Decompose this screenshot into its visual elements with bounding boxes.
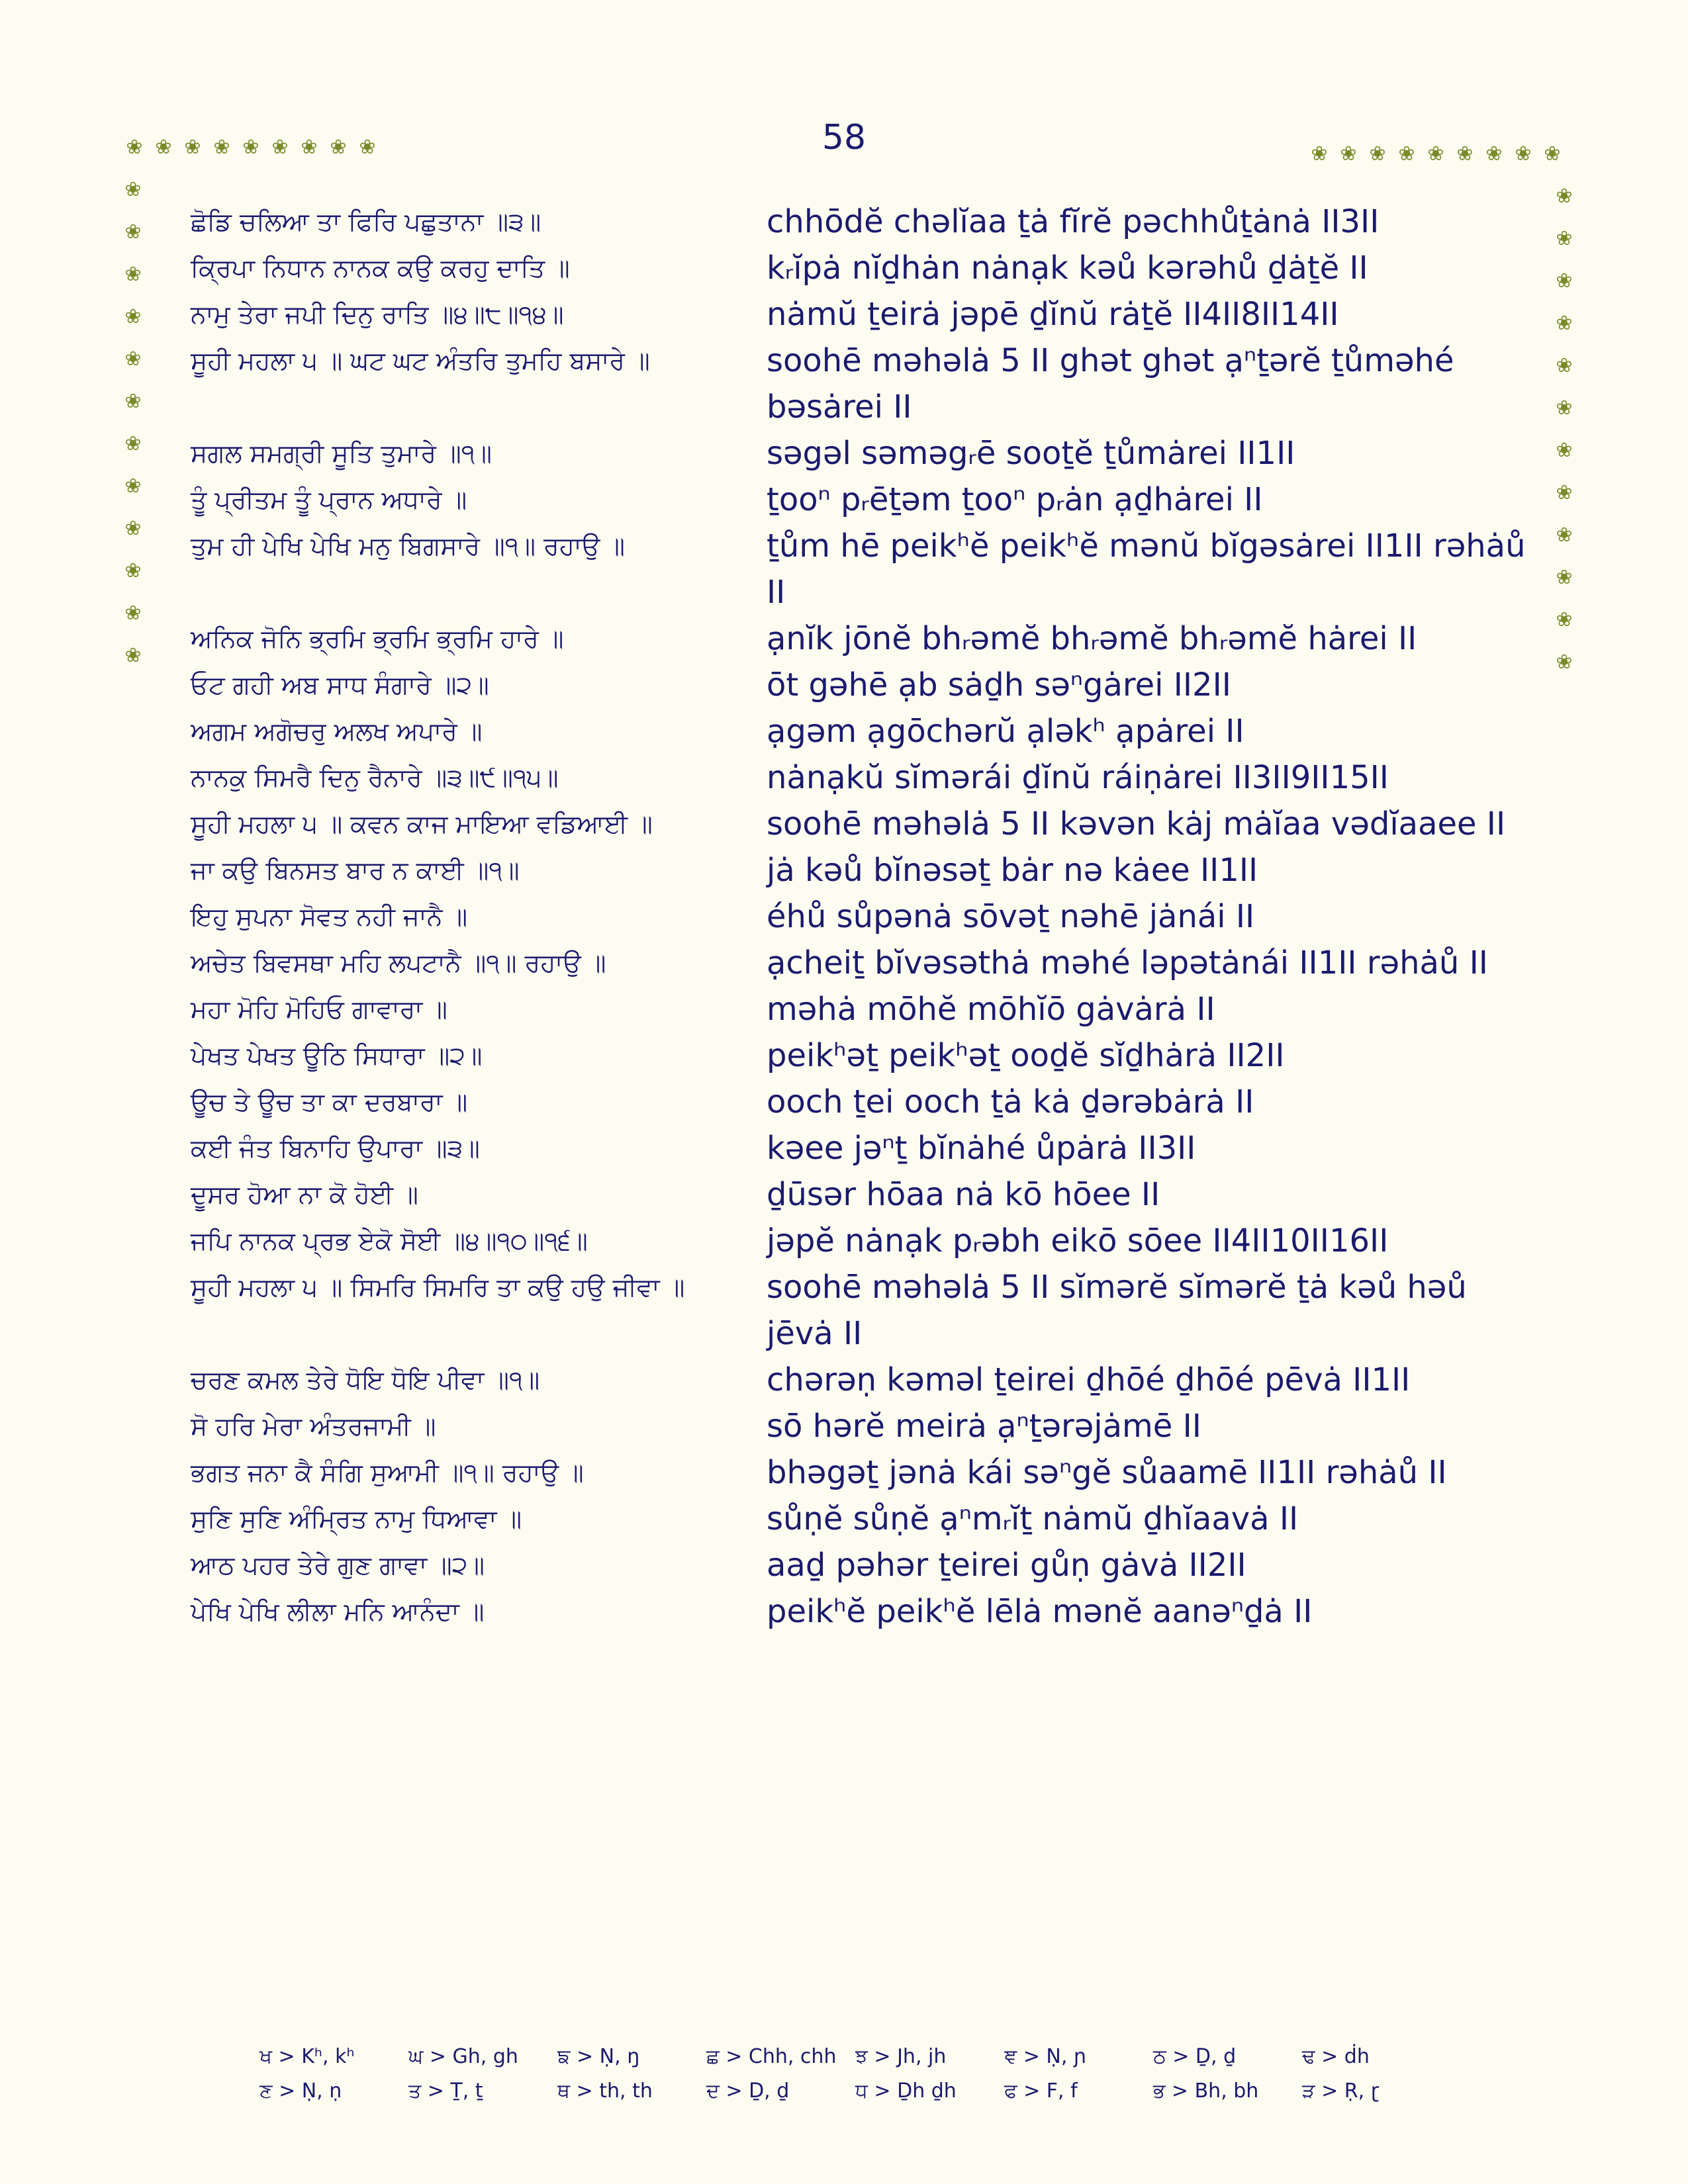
verse-line — [191, 1496, 1554, 1542]
transliteration-text: soohē məhəlȧ 5 II sĭmərĕ sĭmərĕ ṯȧ kəů həů jēvȧ II — [767, 1269, 1467, 1352]
verse-line — [191, 1357, 1554, 1403]
legend-item: ਢ > ḋh — [1302, 2045, 1370, 2068]
flower-ornament-icon: ❀ — [1456, 142, 1474, 165]
gurmukhi-text: ਸੂਹੀ ਮਹਲਾ ੫ ॥ ਸਿਮਰਿ ਸਿਮਰਿ ਤਾ ਕਉ ਹਉ ਜੀਵਾ ॥ — [191, 1273, 685, 1302]
legend-item: ਭ > Bh, bh — [1153, 2079, 1259, 2103]
flower-ornament-icon: ❀ — [124, 263, 142, 286]
transliteration-text: sůṇĕ sůṇĕ ạⁿmᵣĭṯ nȧmŭ ḏhĭaavȧ II — [767, 1500, 1299, 1537]
gurmukhi-text: ਸੋ ਹਰਿ ਮੇਰਾ ਅੰਤਰਜਾਮੀ ॥ — [191, 1412, 436, 1441]
verse-line — [191, 1125, 1554, 1171]
verse-line — [191, 847, 1554, 893]
flower-ornament-icon: ❀ — [1485, 142, 1503, 165]
gurmukhi-text: ਨਾਨਕੁ ਸਿਮਰੈ ਦਿਨੁ ਰੈਨਾਰੇ ॥੩॥੯॥੧੫॥ — [191, 763, 559, 792]
verse-line — [191, 1588, 1554, 1635]
verse-line — [191, 615, 1554, 662]
transliteration-text: chərəṇ kəməl ṯeirei ḏhōé ḏhōé pēvȧ II1II — [767, 1361, 1411, 1398]
page-number: 58 — [821, 118, 867, 158]
flower-ornament-icon: ❀ — [124, 559, 142, 582]
transliteration-text: nȧmŭ ṯeirȧ jəpē ḏĭnŭ rȧṯĕ II4II8II14II — [767, 296, 1339, 333]
flower-ornament-icon: ❀ — [124, 390, 142, 413]
flower-ornament-icon: ❀ — [271, 136, 289, 159]
gurmukhi-text: ਸੁਣਿ ਸੁਣਿ ਅੰਮ੍ਰਿਤ ਨਾਮੁ ਧਿਆਵਾ ॥ — [191, 1504, 522, 1533]
transliteration-text: ṯooⁿ pᵣēṯəm ṯooⁿ pᵣȧn ạḏhȧrei II — [767, 481, 1263, 518]
gurmukhi-text: ਅਚੇਤ ਬਿਵਸਥਾ ਮਹਿ ਲਪਟਾਨੈ ॥੧॥ ਰਹਾਉ ॥ — [191, 948, 606, 978]
legend-item: ਘ > Gh, gh — [408, 2045, 518, 2068]
flower-ornament-icon: ❀ — [1398, 142, 1415, 165]
flower-ornament-icon: ❀ — [124, 432, 142, 455]
transliteration-text: ạgəm ạgōchərŭ ạləkʰ ạpȧrei II — [767, 713, 1244, 750]
transliteration-text: bhəgəṯ jənȧ kái səⁿgĕ sůaamē II1II rəhȧů II — [767, 1454, 1447, 1491]
verse-line — [191, 199, 1554, 245]
flower-ornament-icon: ❀ — [1556, 269, 1573, 293]
legend-item: ਛ > Chh, chh — [706, 2045, 837, 2068]
transliteration-text: ạcheiṯ bĭvəsəthȧ məhé ləpətȧnái II1II rəhȧů II — [767, 944, 1488, 981]
legend-item: ੜ > Ṛ, ɽ — [1302, 2079, 1380, 2103]
verse-line — [191, 1171, 1554, 1218]
gurmukhi-text: ਪੇਖਤ ਪੇਖਤ ਊਠਿ ਸਿਧਾਰਾ ॥੨॥ — [191, 1041, 483, 1070]
flower-ornament-icon: ❀ — [1556, 312, 1573, 335]
flower-ornament-icon: ❀ — [213, 136, 230, 159]
transliteration-text: aaḏ pəhər ṯeirei gůṇ gȧvȧ II2II — [767, 1547, 1246, 1584]
flower-ornament-icon: ❀ — [1556, 481, 1573, 504]
legend-row — [259, 2040, 1451, 2074]
legend-item: ਙ > Ṇ, ŋ — [557, 2045, 640, 2068]
verse-line — [191, 1542, 1554, 1588]
verse-line — [191, 1449, 1554, 1496]
flower-ornament-icon: ❀ — [1556, 227, 1573, 250]
verse-line — [191, 245, 1554, 291]
flower-ornament-icon: ❀ — [1556, 608, 1573, 631]
verse-line — [191, 986, 1554, 1032]
legend-item: ਫ > F, f — [1004, 2079, 1078, 2103]
legend-row — [259, 2074, 1451, 2109]
gurmukhi-text: ਅਗਮ ਅਗੋਚਰੁ ਅਲਖ ਅਪਾਰੇ ॥ — [191, 717, 483, 746]
transliteration-text: ōt gəhē ạb sȧḏh səⁿgȧrei II2II — [767, 666, 1231, 704]
transliteration-text: jəpĕ nȧnạk pᵣəbh eikō sōee II4II10II16II — [767, 1222, 1389, 1259]
transliteration-text: məhȧ mōhĕ mōhĭō gȧvȧrȧ II — [767, 991, 1215, 1028]
legend-item: ਠ > Ḏ, ḏ — [1153, 2045, 1237, 2068]
transliteration-text: soohē məhəlȧ 5 II ghət ghət ạⁿṯərĕ ṯůməhé bəsȧrei II — [767, 342, 1454, 426]
flower-ornament-icon: ❀ — [330, 136, 347, 159]
transliteration-text: ḏūsər hōaa nȧ kō hōee II — [767, 1176, 1160, 1213]
transliteration-text: ooch ṯei ooch ṯȧ kȧ ḏərəbȧrȧ II — [767, 1083, 1254, 1120]
verse-line — [191, 430, 1554, 477]
verse-line — [191, 940, 1554, 986]
flower-ornament-icon: ❀ — [1556, 523, 1573, 547]
flower-ornament-icon: ❀ — [1556, 439, 1573, 462]
flower-ornament-icon: ❀ — [1515, 142, 1532, 165]
transliteration-text: peikʰĕ peikʰĕ lēlȧ mənĕ aanəⁿḏȧ II — [767, 1593, 1313, 1630]
transliteration-text: kᵣĭpȧ nĭḏhȧn nȧnạk kəů kərəhů ḏȧṯĕ II — [767, 250, 1368, 287]
gurmukhi-text: ਸੂਹੀ ਮਹਲਾ ੫ ॥ ਘਟ ਘਟ ਅੰਤਰਿ ਤੁਮਹਿ ਬਸਾਰੇ ॥ — [191, 346, 650, 375]
flower-ornament-icon: ❀ — [124, 305, 142, 328]
legend-item: ਧ > Ḏh ḏh — [855, 2079, 957, 2103]
gurmukhi-text: ਸਗਲ ਸਮਗ੍ਰੀ ਸੂਤਿ ਤੁਮਾਰੇ ॥੧॥ — [191, 439, 492, 468]
gurmukhi-text: ਚਰਣ ਕਮਲ ਤੇਰੇ ਧੋਇ ਧੋਇ ਪੀਵਾ ॥੧॥ — [191, 1365, 540, 1394]
transliteration-text: kəee jəⁿṯ bĭnȧhé ůpȧrȧ II3II — [767, 1130, 1196, 1167]
verse-line — [191, 1079, 1554, 1125]
gurmukhi-text: ਪੇਖਿ ਪੇਖਿ ਲੀਲਾ ਮਨਿ ਆਨੰਦਾ ॥ — [191, 1597, 485, 1626]
flower-ornament-icon: ❀ — [155, 136, 172, 159]
gurmukhi-text: ਤੁਮ ਹੀ ਪੇਖਿ ਪੇਖਿ ਮਨੁ ਬਿਗਸਾਰੇ ॥੧॥ ਰਹਾਉ ॥ — [191, 531, 625, 561]
legend-item: ਣ > Ṇ, ṇ — [259, 2079, 342, 2103]
gurmukhi-text: ਜਪਿ ਨਾਨਕ ਪ੍ਰਭ ਏਕੋ ਸੋਈ ॥੪॥੧੦॥੧੬॥ — [191, 1226, 588, 1255]
flower-ornament-icon: ❀ — [1427, 142, 1444, 165]
verse-line — [191, 662, 1554, 708]
flower-ornament-icon: ❀ — [1340, 142, 1357, 165]
flower-ornament-icon: ❀ — [1311, 142, 1328, 165]
flower-ornament-icon: ❀ — [1544, 142, 1561, 165]
transliteration-text: ạnĭk jōnĕ bhᵣəmĕ bhᵣəmĕ bhᵣəmĕ hȧrei II — [767, 620, 1417, 657]
gurmukhi-text: ਕ੍ਰਿਪਾ ਨਿਧਾਨ ਨਾਨਕ ਕਉ ਕਰਹੁ ਦਾਤਿ ॥ — [191, 253, 570, 283]
flower-ornament-icon: ❀ — [1556, 396, 1573, 420]
gurmukhi-text: ਆਠ ਪਹਰ ਤੇਰੇ ਗੁਣ ਗਾਵਾ ॥੨॥ — [191, 1551, 485, 1580]
verse-line — [191, 1403, 1554, 1449]
legend-item: ਝ > Jh, jh — [855, 2045, 947, 2068]
legend-item: ਤ > Ṯ, ṯ — [408, 2079, 483, 2103]
verse-line — [191, 523, 1554, 615]
verse-line — [191, 708, 1554, 754]
flower-ornament-icon: ❀ — [1369, 142, 1386, 165]
verse-line — [191, 1218, 1554, 1264]
flower-ornament-icon: ❀ — [1556, 354, 1573, 377]
flower-ornament-icon: ❀ — [301, 136, 318, 159]
transliteration-legend — [259, 2040, 1451, 2109]
legend-item: ਥ > th, th — [557, 2079, 653, 2103]
gurmukhi-text: ਜਾ ਕਉ ਬਿਨਸਤ ਬਾਰ ਨ ਕਾਈ ॥੧॥ — [191, 856, 520, 885]
transliteration-text: chhōdĕ chəlĭaa ṯȧ fĭrĕ pəchhůṯȧnȧ II3II — [767, 203, 1380, 240]
flower-ornament-icon: ❀ — [124, 347, 142, 371]
gurmukhi-text: ਸੂਹੀ ਮਹਲਾ ੫ ॥ ਕਵਨ ਕਾਜ ਮਾਇਆ ਵਡਿਆਈ ॥ — [191, 809, 653, 839]
flower-ornament-icon: ❀ — [1556, 651, 1573, 674]
legend-item: ਖ > Kʰ, kʰ — [259, 2045, 355, 2068]
gurmukhi-text: ਦੂਸਰ ਹੋਆ ਨਾ ਕੋ ਹੋਈ ॥ — [191, 1180, 418, 1209]
gurmukhi-text: ਨਾਮੁ ਤੇਰਾ ਜਪੀ ਦਿਨੁ ਰਾਤਿ ॥੪॥੮॥੧੪॥ — [191, 300, 564, 329]
flower-ornament-icon: ❀ — [242, 136, 259, 159]
flower-ornament-icon: ❀ — [126, 136, 143, 159]
gurmukhi-text: ਭਗਤ ਜਨਾ ਕੈ ਸੰਗਿ ਸੁਆਮੀ ॥੧॥ ਰਹਾਉ ॥ — [191, 1458, 584, 1487]
transliteration-text: jȧ kəů bĭnəsəṯ bȧr nə kȧee II1II — [767, 852, 1258, 889]
flower-ornament-icon: ❀ — [1556, 566, 1573, 589]
verse-line — [191, 477, 1554, 523]
flower-ornament-icon: ❀ — [359, 136, 376, 159]
verse-line — [191, 893, 1554, 940]
verse-line — [191, 338, 1554, 430]
gurmukhi-text: ਇਹੁ ਸੁਪਨਾ ਸੋਵਤ ਨਹੀ ਜਾਨੈ ॥ — [191, 902, 468, 931]
verse-line — [191, 1032, 1554, 1079]
flower-ornament-icon: ❀ — [124, 517, 142, 540]
verse-line — [191, 1264, 1554, 1357]
verse-line — [191, 291, 1554, 338]
transliteration-text: ṯům hē peikʰĕ peikʰĕ mənŭ bĭgəsȧrei II1II rəhȧů II — [767, 527, 1526, 611]
gurmukhi-text: ਊਚ ਤੇ ਊਚ ਤਾ ਕਾ ਦਰਬਾਰਾ ॥ — [191, 1087, 468, 1116]
verse-line — [191, 754, 1554, 801]
transliteration-text: peikʰəṯ peikʰəṯ ooḏĕ sĭḏhȧrȧ II2II — [767, 1037, 1285, 1074]
flower-ornament-icon: ❀ — [1556, 185, 1573, 208]
gurmukhi-text: ਅਨਿਕ ਜੋਨਿ ਭ੍ਰਮਿ ਭ੍ਰਮਿ ਭ੍ਰਮਿ ਹਾਰੇ ॥ — [191, 624, 564, 653]
legend-item: ਞ > Ṇ, ɲ — [1004, 2045, 1087, 2068]
flower-ornament-icon: ❀ — [124, 220, 142, 244]
gurmukhi-text: ਤੂੰ ਪ੍ਰੀਤਮ ਤੂੰ ਪ੍ਰਾਨ ਅਧਾਰੇ ॥ — [191, 485, 467, 514]
gurmukhi-text: ਓਟ ਗਹੀ ਅਬ ਸਾਧ ਸੰਗਾਰੇ ॥੨॥ — [191, 670, 489, 700]
flower-ornament-icon: ❀ — [124, 602, 142, 625]
flower-ornament-icon: ❀ — [124, 178, 142, 201]
gurmukhi-text: ਕਈ ਜੰਤ ਬਿਨਾਹਿ ਉਪਾਰਾ ॥੩॥ — [191, 1134, 480, 1163]
flower-ornament-icon: ❀ — [124, 644, 142, 667]
transliteration-text: nȧnạkŭ sĭmərái ḏĭnŭ ráiṇȧrei II3II9II15II — [767, 759, 1389, 796]
legend-item: ਦ > Ḏ, ḏ — [706, 2079, 790, 2103]
transliteration-text: sō hərĕ meirȧ ạⁿṯərəjȧmē II — [767, 1408, 1201, 1445]
flower-ornament-icon: ❀ — [124, 475, 142, 498]
verse-list — [191, 199, 1554, 1635]
verse-line — [191, 801, 1554, 847]
gurmukhi-text: ਛੋਡਿ ਚਲਿਆ ਤਾ ਫਿਰਿ ਪਛੁਤਾਨਾ ॥੩॥ — [191, 207, 541, 236]
transliteration-text: səgəl səməgᵣē sooṯĕ ṯůmȧrei II1II — [767, 435, 1295, 472]
transliteration-text: éhů sůpənȧ sōvəṯ nəhē jȧnái II — [767, 898, 1255, 935]
gurmukhi-text: ਮਹਾ ਮੋਹਿ ਮੋਹਿਓ ਗਾਵਾਰਾ ॥ — [191, 995, 447, 1024]
flower-ornament-icon: ❀ — [184, 136, 201, 159]
transliteration-text: soohē məhəlȧ 5 II kəvən kȧj mȧĭaa vədĭaaee II — [767, 805, 1506, 842]
